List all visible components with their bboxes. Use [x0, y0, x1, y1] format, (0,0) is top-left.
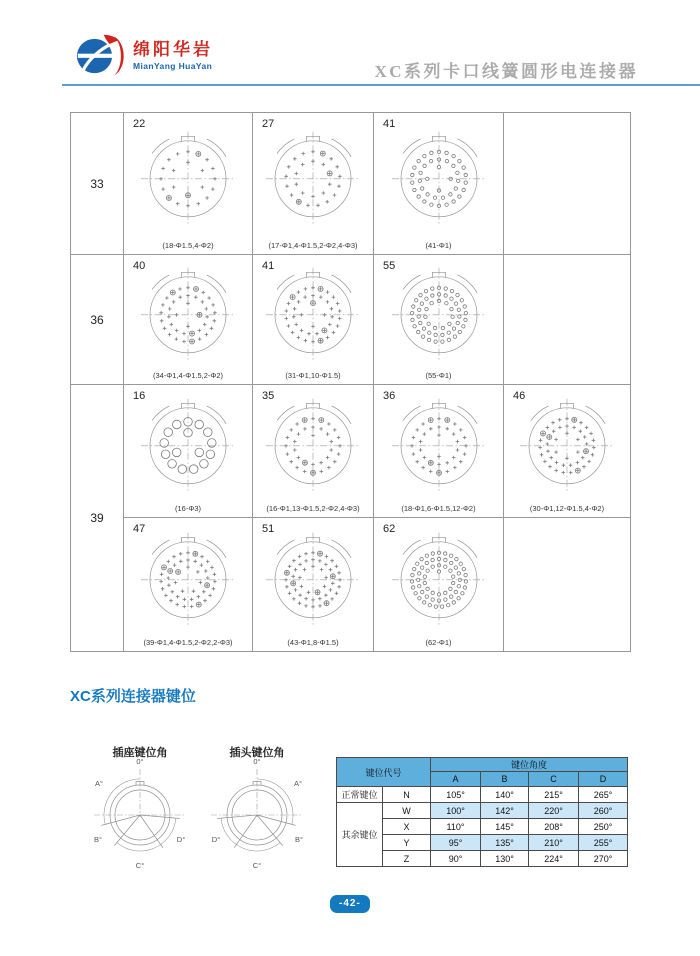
section-title: XC系列连接器键位 — [70, 688, 196, 705]
table-subheader-c: C — [529, 772, 579, 787]
keying-code-cell: X — [383, 819, 431, 835]
pin-caption: (41-Φ1) — [425, 241, 452, 250]
table-subheader-b: B — [481, 772, 529, 787]
keying-angle-cell: 130° — [481, 851, 529, 867]
pin-count: 40 — [133, 260, 146, 272]
pin-caption: (17-Φ1,4-Φ1.5,2-Φ2,4-Φ3) — [268, 241, 358, 250]
keying-angle-cell: 105° — [431, 787, 481, 803]
pin-count: 35 — [262, 390, 275, 402]
pin-config-cell — [124, 518, 252, 651]
logo-cn-text: 绵阳华岩 — [133, 39, 213, 59]
connector-face-diagram — [136, 262, 240, 366]
pin-config-cell — [374, 385, 503, 517]
plug-keying-label: 插头键位角 — [229, 747, 285, 759]
pin-config-cell — [374, 255, 503, 384]
keying-angle-cell: 224° — [529, 851, 579, 867]
empty-cell — [504, 113, 630, 254]
connector-face-diagram — [261, 262, 365, 366]
pin-count: 36 — [383, 390, 396, 402]
page-title: XC系列卡口线簧圆形电连接器 — [374, 62, 638, 81]
keying-angle-cell: 270° — [579, 851, 628, 867]
pin-config-cell — [504, 385, 630, 517]
connector-face-diagram — [136, 527, 240, 631]
company-logo — [76, 33, 213, 79]
pin-config-cell — [124, 255, 252, 384]
keying-angle-cell: 220° — [529, 803, 579, 819]
keying-code-cell: Y — [383, 835, 431, 851]
pin-count: 16 — [133, 390, 146, 402]
keying-angle-cell: 255° — [579, 835, 628, 851]
keying-code-cell: W — [383, 803, 431, 819]
pin-caption: (16-Φ1,13-Φ1.5,2-Φ2,4-Φ3) — [266, 504, 360, 513]
pin-config-cell — [253, 518, 373, 651]
pin-count: 41 — [262, 260, 275, 272]
table-header-code: 键位代号 — [337, 758, 431, 787]
keying-angle-cell: 265° — [579, 787, 628, 803]
keying-angle-cell: 110° — [431, 819, 481, 835]
pin-count: 41 — [383, 118, 396, 130]
pin-count: 51 — [262, 523, 275, 535]
pin-configuration-table — [70, 112, 631, 652]
connector-face-diagram — [387, 262, 491, 366]
pin-caption: (43-Φ1,8-Φ1.5) — [287, 638, 339, 647]
pin-count: 47 — [133, 523, 146, 535]
keying-code-cell: N — [383, 787, 431, 803]
keying-table-row — [337, 787, 628, 803]
connector-face-diagram — [515, 394, 619, 498]
pin-config-cell — [374, 113, 503, 254]
plug-keying-diagram — [197, 757, 317, 881]
keying-angle-cell: 100° — [431, 803, 481, 819]
pin-caption: (31-Φ1,10-Φ1.5) — [285, 371, 341, 380]
keying-angle-cell: 142° — [481, 803, 529, 819]
table-header-angle: 键位角度 — [431, 758, 628, 772]
table-subheader-a: A — [431, 772, 481, 787]
page-number-badge: -42- — [330, 895, 370, 913]
connector-face-diagram — [261, 394, 365, 498]
pin-config-cell — [253, 113, 373, 254]
keying-angle-cell: 250° — [579, 819, 628, 835]
pin-caption: (39-Φ1,4-Φ1.5,2-Φ2,2-Φ3) — [143, 638, 233, 647]
angle-label: D° — [211, 835, 221, 844]
pin-count: 55 — [383, 260, 396, 272]
keying-table-row — [337, 803, 628, 819]
keying-group-cell: 正常键位 — [337, 787, 383, 803]
company-logo-icon — [76, 33, 126, 79]
keying-angle-cell: 95° — [431, 835, 481, 851]
pin-count: 46 — [513, 390, 526, 402]
pin-caption: (34-Φ1,4-Φ1.5,2-Φ2) — [152, 371, 224, 380]
angle-label: B° — [294, 835, 304, 844]
angle-label: B° — [93, 835, 103, 844]
keying-angle-cell: 215° — [529, 787, 579, 803]
empty-cell — [504, 255, 630, 384]
pin-caption: (30-Φ1,12-Φ1.5,4-Φ2) — [529, 504, 605, 513]
header-divider — [62, 84, 700, 86]
logo-en-text: MianYang HuaYan — [133, 60, 213, 71]
connector-face-diagram — [136, 126, 240, 230]
pin-caption: (55-Φ1) — [425, 371, 452, 380]
pin-config-cell — [253, 255, 373, 384]
angle-label: 0° — [253, 757, 261, 766]
pin-config-cell — [374, 518, 503, 651]
pin-config-cell — [253, 385, 373, 517]
socket-keying-label: 插座键位角 — [112, 747, 168, 759]
keying-angle-table — [336, 757, 628, 867]
table-subheader-d: D — [579, 772, 628, 787]
angle-label: A° — [94, 779, 104, 788]
size-label: 39 — [71, 385, 123, 651]
size-label: 36 — [71, 255, 123, 384]
connector-face-diagram — [261, 527, 365, 631]
keying-angle-cell: 90° — [431, 851, 481, 867]
pin-count: 62 — [383, 523, 396, 535]
connector-face-diagram — [136, 394, 240, 498]
keying-angle-cell: 260° — [579, 803, 628, 819]
angle-label: C° — [135, 861, 145, 870]
pin-config-cell — [124, 113, 252, 254]
keying-angle-cell: 208° — [529, 819, 579, 835]
keying-code-cell: Z — [383, 851, 431, 867]
keying-angle-cell: 135° — [481, 835, 529, 851]
angle-label: C° — [252, 861, 262, 870]
connector-face-diagram — [387, 527, 491, 631]
connector-face-diagram — [387, 126, 491, 230]
keying-angle-cell: 145° — [481, 819, 529, 835]
pin-count: 27 — [262, 118, 275, 130]
pin-count: 22 — [133, 118, 146, 130]
pin-caption: (16-Φ3) — [175, 504, 201, 513]
size-label: 33 — [71, 113, 123, 254]
pin-caption: (62-Φ1) — [425, 638, 452, 647]
keying-angle-cell: 140° — [481, 787, 529, 803]
angle-label: A° — [293, 779, 303, 788]
angle-label: 0° — [136, 757, 144, 766]
pin-config-cell — [124, 385, 252, 517]
angle-label: D° — [176, 835, 186, 844]
keying-group-cell: 其余键位 — [337, 803, 383, 867]
pin-caption: (18-Φ1.5,4-Φ2) — [162, 241, 214, 250]
connector-face-diagram — [387, 394, 491, 498]
socket-keying-diagram — [80, 757, 200, 881]
pin-caption: (18-Φ1,6-Φ1.5,12-Φ2) — [401, 504, 476, 513]
empty-cell — [504, 518, 630, 651]
keying-angle-cell: 210° — [529, 835, 579, 851]
connector-face-diagram — [261, 126, 365, 230]
